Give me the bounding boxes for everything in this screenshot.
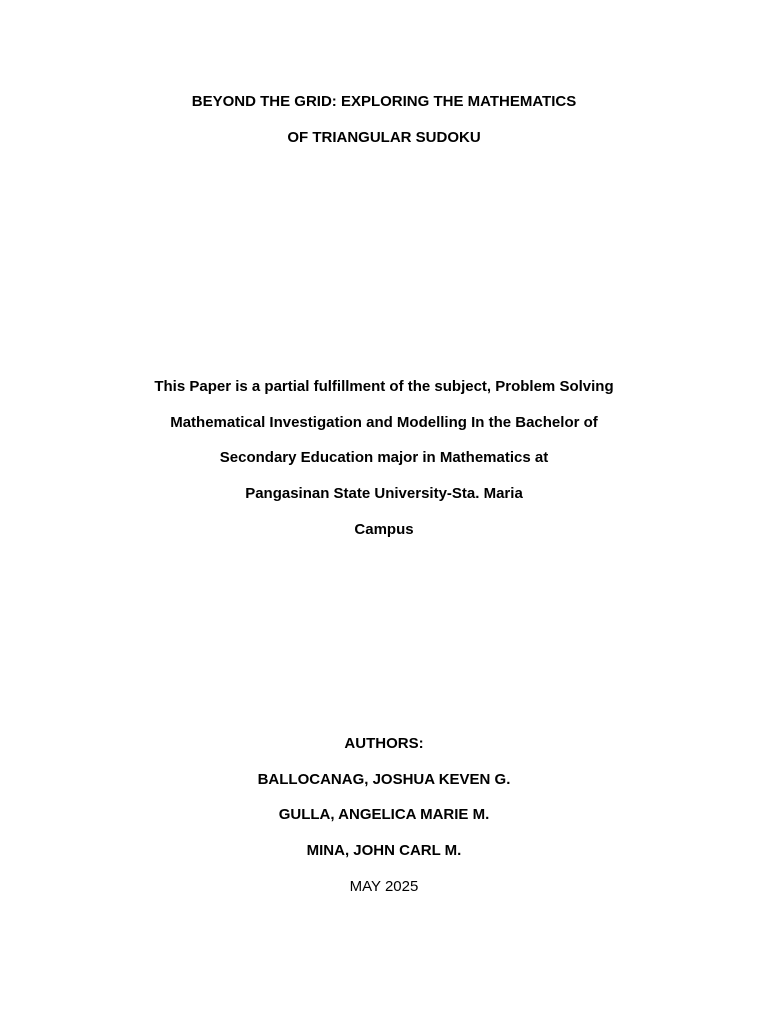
authors-heading: AUTHORS: xyxy=(344,735,424,752)
purpose-line-2: Mathematical Investigation and Modelling In the Bachelor of xyxy=(170,413,598,431)
title-block xyxy=(0,84,768,155)
author-name: BALLOCANAG, JOSHUA KEVEN G. xyxy=(257,770,511,788)
title-line-2: OF TRIANGULAR SUDOKU xyxy=(287,128,481,146)
author-name: MINA, JOHN CARL M. xyxy=(306,842,462,860)
purpose-line-1: This Paper is a partial fulfillment of the subject, Problem Solving xyxy=(154,378,614,395)
purpose-statement xyxy=(0,369,768,547)
purpose-line-5: Campus xyxy=(354,520,414,538)
purpose-line-3: Secondary Education major in Mathematics at xyxy=(219,449,549,467)
authors-section xyxy=(0,726,768,904)
title-line-1: BEYOND THE GRID: EXPLORING THE MATHEMATICS xyxy=(191,93,577,110)
submission-date: MAY 2025 xyxy=(349,877,419,895)
author-name: GULLA, ANGELICA MARIE M. xyxy=(278,806,490,824)
purpose-line-4: Pangasinan State University-Sta. Maria xyxy=(245,485,523,503)
